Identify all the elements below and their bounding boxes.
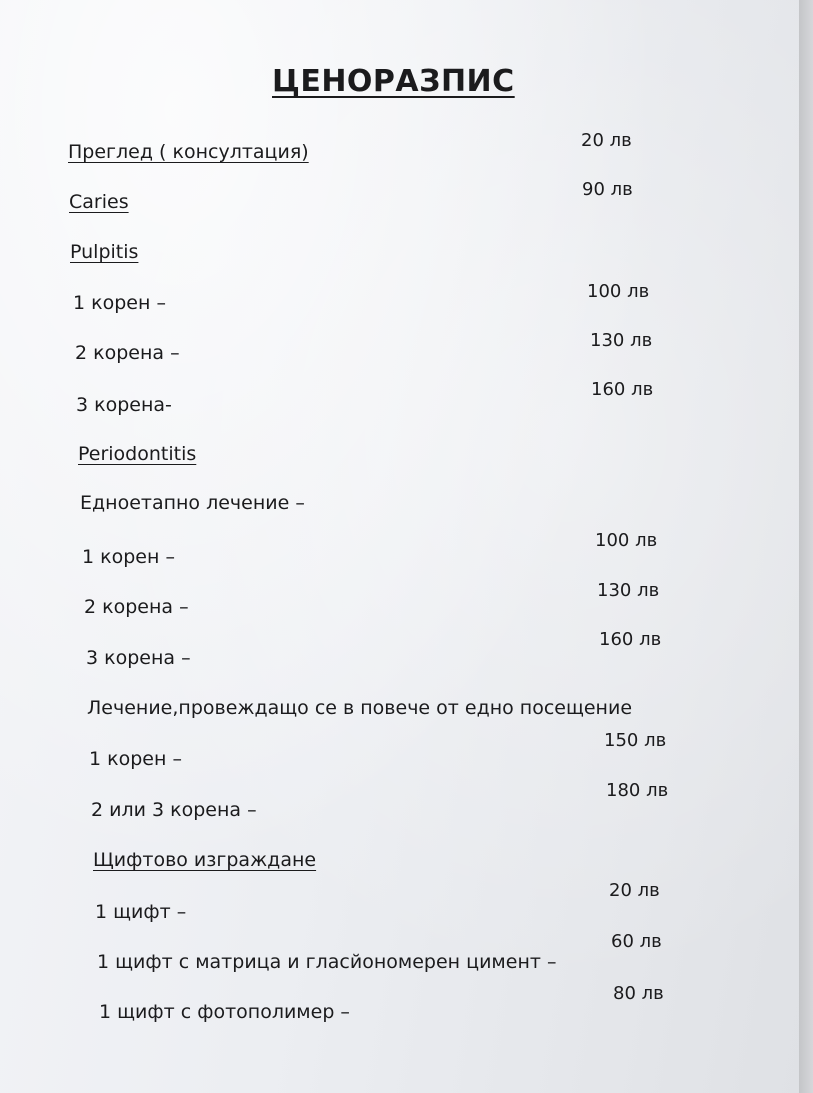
list-item-price: 150 лв bbox=[604, 730, 667, 751]
list-item-price: 80 лв bbox=[613, 983, 664, 1004]
list-item-label: 1 щифт с фотополимер – bbox=[99, 1001, 350, 1023]
section-heading: Щифтово изграждане bbox=[93, 849, 317, 871]
list-item-price: 100 лв bbox=[595, 530, 658, 551]
background-edge bbox=[799, 0, 813, 1093]
list-item-label: 3 корена- bbox=[76, 394, 172, 416]
list-item-label: 1 корен – bbox=[89, 748, 182, 770]
list-item-label: 1 корен – bbox=[73, 292, 166, 314]
list-item-price: 20 лв bbox=[609, 880, 660, 901]
list-item-label: Caries bbox=[69, 191, 129, 213]
list-item-price: 60 лв bbox=[611, 931, 662, 952]
list-item-label: 2 корена – bbox=[84, 596, 189, 618]
list-item-label: 1 корен – bbox=[82, 546, 175, 568]
subsection-heading: Едноетапно лечение – bbox=[80, 492, 305, 514]
list-item-price: 160 лв bbox=[599, 629, 662, 650]
list-item-price: 130 лв bbox=[597, 580, 660, 601]
section-heading: Periodontitis bbox=[78, 443, 197, 465]
list-item-label: 2 корена – bbox=[75, 342, 180, 364]
list-item-price: 90 лв bbox=[582, 179, 633, 200]
list-item-label: 3 корена – bbox=[86, 647, 191, 669]
section-heading: Pulpitis bbox=[70, 241, 139, 263]
list-item-label: 2 или 3 корена – bbox=[91, 799, 257, 821]
list-item-label: Преглед ( консултация) bbox=[68, 141, 309, 163]
list-item-label: 1 щифт с матрица и гласйономерен цимент – bbox=[97, 951, 557, 973]
list-item-price: 180 лв bbox=[606, 780, 669, 801]
list-item-price: 160 лв bbox=[591, 379, 654, 400]
list-item-price: 20 лв bbox=[581, 130, 632, 151]
list-item-label: 1 щифт – bbox=[95, 901, 187, 923]
list-item-price: 130 лв bbox=[590, 330, 653, 351]
list-item-price: 100 лв bbox=[587, 281, 650, 302]
subsection-heading: Лечение,провеждащо се в повече от едно посещение bbox=[87, 697, 633, 719]
page-title: ЦЕНОРАЗПИС bbox=[272, 64, 515, 99]
